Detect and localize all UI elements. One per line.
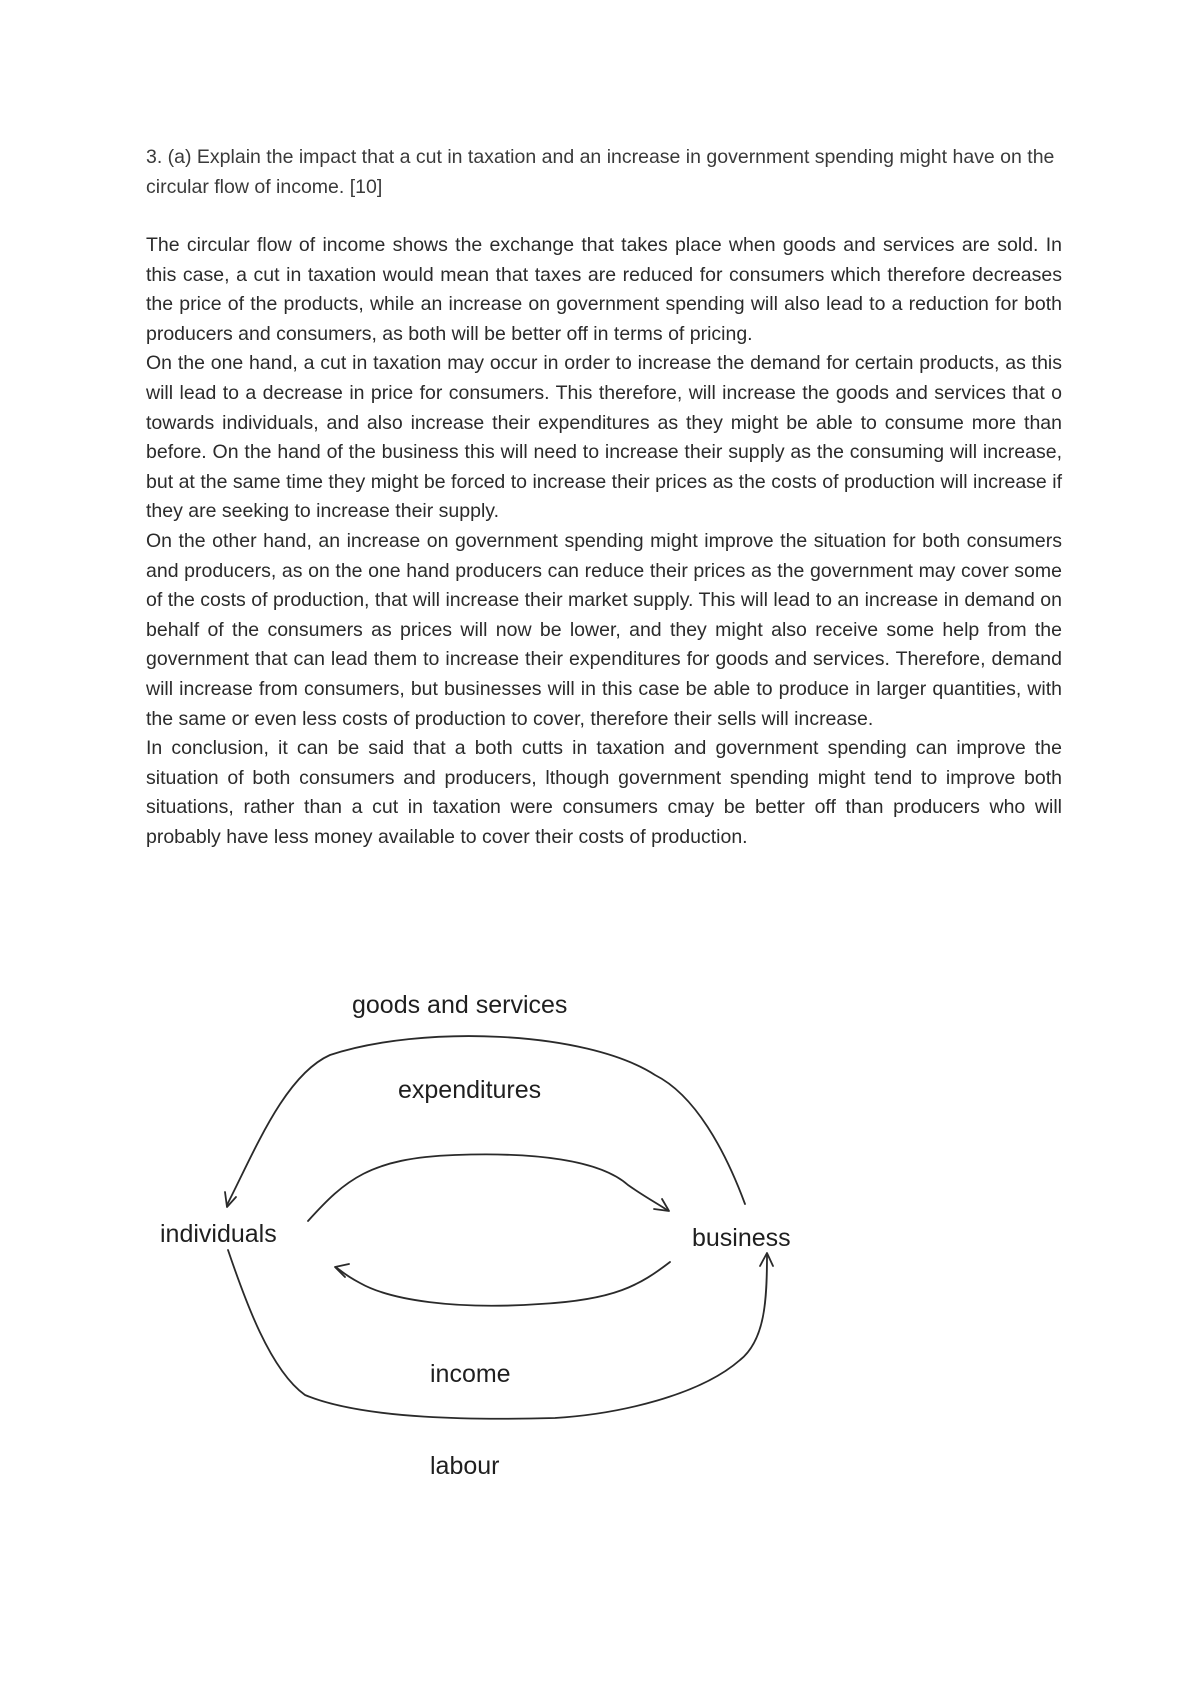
- expenditures-flow: [308, 1154, 667, 1221]
- answer-paragraph-2: On the one hand, a cut in taxation may occur in order to increase the demand for certain products, as this will lead to a decrease in price for consumers. This therefore, will increase the goods and services that o towards individuals, and also increase their expenditures as they might be able to consume more than before. On the hand of the business this will need to increase their supply as the consuming will increase, but at the same time they might be forced to increase their prices as the costs of production will increase if they are seeking to increase their supply.: [146, 352, 1062, 523]
- answer-paragraph-1: The circular flow of income shows the exchange that takes place when goods and services are sold. In this case, a cut in taxation would mean that taxes are reduced for consumers which therefore decreases the price of the products, while an increase on government spending will also lead to a reduction for both producers and consumers, as both will be better off in terms of pricing.: [146, 234, 1062, 345]
- question-text: 3. (a) Explain the impact that a cut in taxation and an increase in government spending might have on the circular flow of income. [10]: [146, 146, 1055, 198]
- labour-label: labour: [430, 1452, 500, 1480]
- business-label: business: [692, 1224, 791, 1252]
- goods-and-services-flow: [227, 1036, 745, 1205]
- income-labour-flow: [228, 1250, 767, 1419]
- goods-and-services-label: goods and services: [352, 991, 568, 1019]
- answer-paragraph-4: In conclusion, it can be said that a both cutts in taxation and government spending can improve the situation of both consumers and producers, lthough government spending might tend to improve both situations, rather than a cut in taxation were consumers cmay be better off than producers who will probably have less money available to cover their costs of production.: [146, 737, 1062, 848]
- individuals-label: individuals: [160, 1220, 277, 1248]
- expenditures-label: expenditures: [398, 1076, 542, 1104]
- answer-paragraph-3: On the other hand, an increase on government spending might improve the situation for both consumers and producers, as on the one hand producers can reduce their prices as the government may cover some of the costs of production, that will increase their market supply. This will lead to an increase in demand on behalf of the consumers as prices will now be lower, and they might also receive some help from the government that can lead them to increase their expenditures for goods and services. Therefore, demand will increase from consumers, but businesses will in this case be able to produce in larger quantities, with the same or even less costs of production to cover, therefore their sells will increase.: [146, 529, 1062, 730]
- inner-return-flow: [337, 1262, 670, 1306]
- income-label: income: [430, 1360, 511, 1388]
